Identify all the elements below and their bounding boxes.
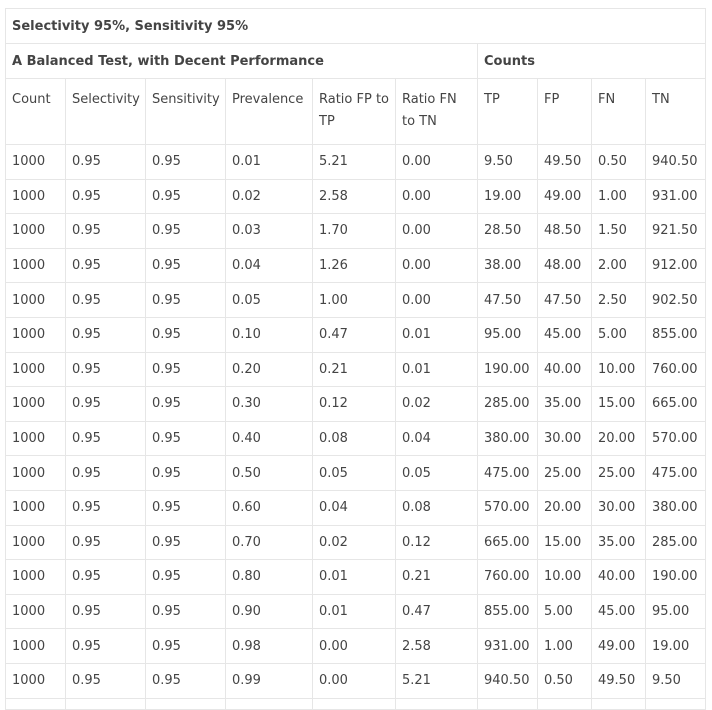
- table-cell-selectivity: 0.95: [66, 145, 146, 180]
- table-cell-count: 1000: [6, 560, 66, 595]
- table-container: [5, 8, 705, 710]
- table-cell-selectivity: 0.95: [66, 179, 146, 214]
- table-row: [6, 145, 706, 180]
- table-cell-tn: 902.50: [646, 283, 706, 318]
- table-cell-ratio-fn-tn: 0.00: [396, 214, 478, 249]
- table-cell-empty: [146, 698, 226, 709]
- table-cell-prevalence: 0.04: [226, 248, 313, 283]
- table-cell-prevalence: 0.03: [226, 214, 313, 249]
- table-cell-fp: 1.00: [538, 629, 592, 664]
- table-cell-empty: [66, 698, 146, 709]
- table-cell-count: 1000: [6, 283, 66, 318]
- table-cell-prevalence: 0.98: [226, 629, 313, 664]
- table-cell-sensitivity: 0.95: [146, 629, 226, 664]
- table-cell-tn: 9.50: [646, 663, 706, 698]
- table-cell-fp: 49.50: [538, 145, 592, 180]
- table-cell-fp: 15.00: [538, 525, 592, 560]
- table-cell-count: 1000: [6, 490, 66, 525]
- table-cell-tp: 665.00: [478, 525, 538, 560]
- column-header-tn: TN: [646, 79, 706, 145]
- table-cell-sensitivity: 0.95: [146, 145, 226, 180]
- table-cell-sensitivity: 0.95: [146, 387, 226, 422]
- table-cell-sensitivity: 0.95: [146, 456, 226, 491]
- column-header-ratio-fn-tn: Ratio FN to TN: [396, 79, 478, 145]
- data-table: [5, 8, 706, 710]
- column-header-fn: FN: [592, 79, 646, 145]
- table-body: [6, 145, 706, 710]
- table-cell-fp: 10.00: [538, 560, 592, 595]
- table-cell-fp: 20.00: [538, 490, 592, 525]
- table-cell-ratio-fn-tn: 0.00: [396, 283, 478, 318]
- table-cell-selectivity: 0.95: [66, 594, 146, 629]
- table-cell-fn: 10.00: [592, 352, 646, 387]
- table-cell-count: 1000: [6, 214, 66, 249]
- table-cell-tn: 380.00: [646, 490, 706, 525]
- table-cell-selectivity: 0.95: [66, 490, 146, 525]
- column-header-tp: TP: [478, 79, 538, 145]
- table-cell-tp: 760.00: [478, 560, 538, 595]
- table-cell-count: 1000: [6, 421, 66, 456]
- column-header-ratio-fp-tp: Ratio FP to TP: [313, 79, 396, 145]
- table-cell-fp: 5.00: [538, 594, 592, 629]
- table-title: Selectivity 95%, Sensitivity 95%: [6, 9, 706, 44]
- table-cell-ratio-fn-tn: 0.05: [396, 456, 478, 491]
- table-cell-selectivity: 0.95: [66, 352, 146, 387]
- table-cell-count: 1000: [6, 387, 66, 422]
- table-cell-sensitivity: 0.95: [146, 594, 226, 629]
- table-cell-ratio-fp-tp: 2.58: [313, 179, 396, 214]
- table-cell-sensitivity: 0.95: [146, 525, 226, 560]
- table-cell-sensitivity: 0.95: [146, 352, 226, 387]
- table-cell-ratio-fn-tn: 0.12: [396, 525, 478, 560]
- table-cell-fn: 20.00: [592, 421, 646, 456]
- table-row: [6, 560, 706, 595]
- table-cell-ratio-fn-tn: 0.02: [396, 387, 478, 422]
- table-cell-tp: 190.00: [478, 352, 538, 387]
- table-cell-tn: 855.00: [646, 317, 706, 352]
- table-cell-count: 1000: [6, 525, 66, 560]
- table-row: [6, 179, 706, 214]
- table-cell-count: 1000: [6, 352, 66, 387]
- table-cell-ratio-fn-tn: 0.08: [396, 490, 478, 525]
- table-cell-tn: 921.50: [646, 214, 706, 249]
- table-cell-prevalence: 0.30: [226, 387, 313, 422]
- group-header-counts: Counts: [478, 44, 706, 79]
- table-cell-tp: 570.00: [478, 490, 538, 525]
- table-cell-fn: 15.00: [592, 387, 646, 422]
- table-cell-ratio-fn-tn: 0.21: [396, 560, 478, 595]
- table-cell-tp: 28.50: [478, 214, 538, 249]
- table-cell-ratio-fp-tp: 0.21: [313, 352, 396, 387]
- table-cell-tn: 665.00: [646, 387, 706, 422]
- table-cell-fp: 25.00: [538, 456, 592, 491]
- table-cell-selectivity: 0.95: [66, 387, 146, 422]
- table-row: [6, 352, 706, 387]
- table-cell-prevalence: 0.05: [226, 283, 313, 318]
- table-cell-sensitivity: 0.95: [146, 490, 226, 525]
- table-cell-sensitivity: 0.95: [146, 248, 226, 283]
- table-cell-ratio-fn-tn: 0.01: [396, 317, 478, 352]
- table-cell-tn: 760.00: [646, 352, 706, 387]
- table-cell-ratio-fp-tp: 0.08: [313, 421, 396, 456]
- table-cell-ratio-fp-tp: 0.12: [313, 387, 396, 422]
- table-cell-empty: [478, 698, 538, 709]
- table-cell-ratio-fn-tn: 0.00: [396, 179, 478, 214]
- table-cell-tp: 855.00: [478, 594, 538, 629]
- group-header-left: A Balanced Test, with Decent Performance: [6, 44, 478, 79]
- table-cell-tn: 95.00: [646, 594, 706, 629]
- table-cell-empty: [592, 698, 646, 709]
- table-cell-ratio-fp-tp: 0.00: [313, 629, 396, 664]
- table-cell-ratio-fp-tp: 0.05: [313, 456, 396, 491]
- table-cell-count: 1000: [6, 145, 66, 180]
- column-header-selectivity: Selectivity: [66, 79, 146, 145]
- table-cell-fn: 5.00: [592, 317, 646, 352]
- table-row-partial: [6, 698, 706, 709]
- table-cell-fp: 48.00: [538, 248, 592, 283]
- table-cell-selectivity: 0.95: [66, 663, 146, 698]
- table-cell-count: 1000: [6, 594, 66, 629]
- table-cell-prevalence: 0.01: [226, 145, 313, 180]
- table-cell-fp: 30.00: [538, 421, 592, 456]
- table-row: [6, 456, 706, 491]
- table-cell-tp: 95.00: [478, 317, 538, 352]
- table-cell-fn: 1.00: [592, 179, 646, 214]
- table-cell-tn: 285.00: [646, 525, 706, 560]
- table-cell-selectivity: 0.95: [66, 248, 146, 283]
- table-cell-fn: 49.50: [592, 663, 646, 698]
- table-cell-empty: [6, 698, 66, 709]
- table-cell-tp: 940.50: [478, 663, 538, 698]
- table-cell-empty: [538, 698, 592, 709]
- table-cell-fn: 30.00: [592, 490, 646, 525]
- table-row: [6, 283, 706, 318]
- table-cell-selectivity: 0.95: [66, 214, 146, 249]
- table-cell-tn: 475.00: [646, 456, 706, 491]
- table-cell-prevalence: 0.50: [226, 456, 313, 491]
- table-row: [6, 629, 706, 664]
- column-header-sensitivity: Sensitivity: [146, 79, 226, 145]
- table-cell-tp: 931.00: [478, 629, 538, 664]
- table-cell-prevalence: 0.99: [226, 663, 313, 698]
- table-cell-prevalence: 0.40: [226, 421, 313, 456]
- table-cell-fn: 2.00: [592, 248, 646, 283]
- table-row: [6, 248, 706, 283]
- table-cell-count: 1000: [6, 663, 66, 698]
- table-row: [6, 663, 706, 698]
- table-cell-prevalence: 0.70: [226, 525, 313, 560]
- table-cell-ratio-fn-tn: 0.47: [396, 594, 478, 629]
- table-cell-sensitivity: 0.95: [146, 560, 226, 595]
- table-row: [6, 214, 706, 249]
- table-cell-selectivity: 0.95: [66, 629, 146, 664]
- table-cell-tp: 9.50: [478, 145, 538, 180]
- table-cell-fn: 1.50: [592, 214, 646, 249]
- table-cell-ratio-fp-tp: 5.21: [313, 145, 396, 180]
- table-cell-fp: 45.00: [538, 317, 592, 352]
- table-cell-sensitivity: 0.95: [146, 663, 226, 698]
- table-cell-fn: 0.50: [592, 145, 646, 180]
- table-cell-ratio-fn-tn: 5.21: [396, 663, 478, 698]
- table-cell-prevalence: 0.02: [226, 179, 313, 214]
- table-cell-tp: 285.00: [478, 387, 538, 422]
- table-cell-ratio-fp-tp: 0.01: [313, 594, 396, 629]
- table-cell-ratio-fp-tp: 1.26: [313, 248, 396, 283]
- table-cell-selectivity: 0.95: [66, 317, 146, 352]
- column-header-prevalence: Prevalence: [226, 79, 313, 145]
- table-cell-ratio-fp-tp: 0.47: [313, 317, 396, 352]
- table-cell-prevalence: 0.80: [226, 560, 313, 595]
- table-cell-tn: 570.00: [646, 421, 706, 456]
- table-row: [6, 387, 706, 422]
- table-cell-fp: 49.00: [538, 179, 592, 214]
- table-cell-tn: 912.00: [646, 248, 706, 283]
- table-cell-count: 1000: [6, 248, 66, 283]
- table-cell-prevalence: 0.90: [226, 594, 313, 629]
- table-cell-count: 1000: [6, 629, 66, 664]
- table-cell-tn: 190.00: [646, 560, 706, 595]
- table-cell-ratio-fp-tp: 0.00: [313, 663, 396, 698]
- table-cell-tp: 19.00: [478, 179, 538, 214]
- table-cell-fp: 40.00: [538, 352, 592, 387]
- table-cell-fp: 0.50: [538, 663, 592, 698]
- table-cell-fn: 45.00: [592, 594, 646, 629]
- table-cell-tn: 19.00: [646, 629, 706, 664]
- table-cell-count: 1000: [6, 456, 66, 491]
- table-cell-tp: 47.50: [478, 283, 538, 318]
- table-cell-tp: 475.00: [478, 456, 538, 491]
- table-cell-ratio-fp-tp: 0.01: [313, 560, 396, 595]
- table-cell-empty: [226, 698, 313, 709]
- table-cell-tn: 940.50: [646, 145, 706, 180]
- column-header-row: [6, 79, 706, 145]
- table-cell-selectivity: 0.95: [66, 283, 146, 318]
- table-cell-fp: 47.50: [538, 283, 592, 318]
- table-cell-empty: [313, 698, 396, 709]
- table-cell-fp: 35.00: [538, 387, 592, 422]
- table-cell-sensitivity: 0.95: [146, 179, 226, 214]
- table-cell-ratio-fn-tn: 2.58: [396, 629, 478, 664]
- table-cell-ratio-fn-tn: 0.04: [396, 421, 478, 456]
- table-cell-ratio-fp-tp: 1.70: [313, 214, 396, 249]
- table-cell-fn: 40.00: [592, 560, 646, 595]
- table-cell-count: 1000: [6, 317, 66, 352]
- table-cell-prevalence: 0.20: [226, 352, 313, 387]
- table-cell-sensitivity: 0.95: [146, 421, 226, 456]
- table-cell-fn: 49.00: [592, 629, 646, 664]
- table-row: [6, 525, 706, 560]
- table-cell-selectivity: 0.95: [66, 456, 146, 491]
- table-cell-ratio-fn-tn: 0.00: [396, 145, 478, 180]
- table-cell-selectivity: 0.95: [66, 525, 146, 560]
- column-header-count: Count: [6, 79, 66, 145]
- table-cell-empty: [646, 698, 706, 709]
- table-cell-fp: 48.50: [538, 214, 592, 249]
- table-cell-fn: 35.00: [592, 525, 646, 560]
- table-cell-ratio-fp-tp: 1.00: [313, 283, 396, 318]
- table-cell-ratio-fp-tp: 0.04: [313, 490, 396, 525]
- table-cell-tn: 931.00: [646, 179, 706, 214]
- table-cell-empty: [396, 698, 478, 709]
- table-cell-fn: 2.50: [592, 283, 646, 318]
- table-cell-sensitivity: 0.95: [146, 283, 226, 318]
- table-cell-prevalence: 0.10: [226, 317, 313, 352]
- table-cell-fn: 25.00: [592, 456, 646, 491]
- table-row: [6, 490, 706, 525]
- table-row: [6, 421, 706, 456]
- table-cell-ratio-fn-tn: 0.01: [396, 352, 478, 387]
- table-cell-selectivity: 0.95: [66, 421, 146, 456]
- table-cell-sensitivity: 0.95: [146, 317, 226, 352]
- table-cell-tp: 380.00: [478, 421, 538, 456]
- table-cell-prevalence: 0.60: [226, 490, 313, 525]
- column-header-fp: FP: [538, 79, 592, 145]
- table-row: [6, 594, 706, 629]
- table-cell-count: 1000: [6, 179, 66, 214]
- table-cell-sensitivity: 0.95: [146, 214, 226, 249]
- table-cell-tp: 38.00: [478, 248, 538, 283]
- table-cell-ratio-fp-tp: 0.02: [313, 525, 396, 560]
- table-cell-selectivity: 0.95: [66, 560, 146, 595]
- table-row: [6, 317, 706, 352]
- table-cell-ratio-fn-tn: 0.00: [396, 248, 478, 283]
